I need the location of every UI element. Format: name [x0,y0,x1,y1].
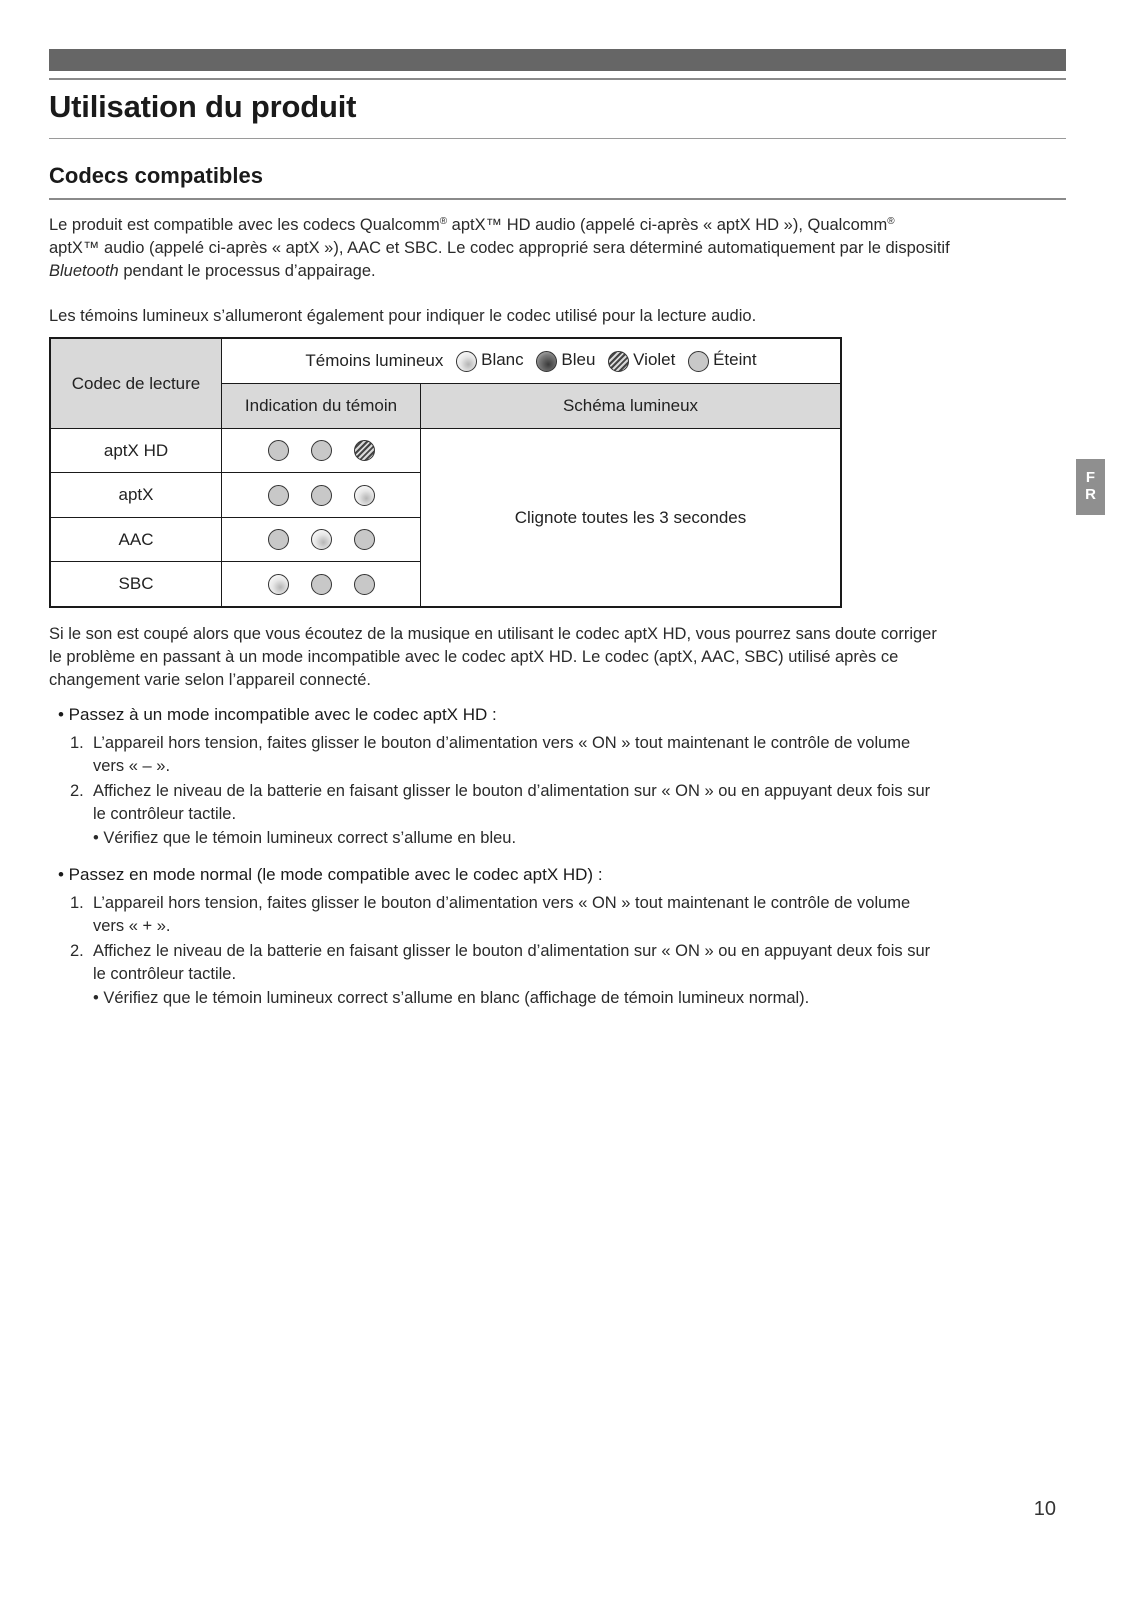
step-number: 1. [70,894,84,912]
step-text: le contrôleur tactile. [93,965,237,983]
off-led-icon [311,440,332,461]
step-text: L’appareil hors tension, faites glisser le bouton d’alimentation vers « ON » tout maintenant le contrôle de volume [93,894,911,912]
procedure-step [70,892,1060,938]
page-title: Utilisation du produit [49,89,357,124]
step-text: Affichez le niveau de la batterie en faisant glisser le bouton d’alimentation sur « ON » ou en appuyant deux fois sur [93,942,931,960]
white-led-icon [456,351,477,372]
violet-led-icon [608,351,629,372]
legend-white-label: Blanc [481,350,524,370]
led-indication [222,562,421,607]
registered-mark: ® [439,216,448,227]
off-led-icon [268,440,289,461]
pattern-header: Schéma lumineux [421,384,842,429]
language-tab [1076,459,1105,515]
legend-label: Témoins lumineux [305,351,444,370]
intro-text: Le produit est compatible avec les codecs Qualcomm [49,216,440,234]
off-led-icon [311,574,332,595]
codec-name: aptX [50,473,222,517]
language-letter: F [1085,469,1096,486]
led-indication [222,429,421,473]
procedure-step [70,780,1060,826]
step-number: 2. [70,942,84,960]
white-led-icon [354,485,375,506]
step-text: le contrôleur tactile. [93,805,237,823]
note-text: changement varie selon l’appareil connecté. [49,671,371,689]
step-text: vers « – ». [93,757,171,775]
procedure-title: • Passez à un mode incompatible avec le codec aptX HD : [58,705,497,724]
step-text: Affichez le niveau de la batterie en faisant glisser le bouton d’alimentation sur « ON » ou en appuyant deux fois sur [93,782,931,800]
step-text: L’appareil hors tension, faites glisser le bouton d’alimentation vers « ON » tout maintenant le contrôle de volume [93,734,911,752]
procedure-step [70,732,1060,778]
language-letter: R [1085,486,1096,503]
legend-off [688,350,756,371]
intro-text: aptX™ HD audio (appelé ci-après « aptX HD »), Qualcomm [447,216,888,234]
intro-text: aptX™ audio (appelé ci-après « aptX »), AAC et SBC. Le codec approprié sera déterminé automatiquement par le dispositif [49,239,950,257]
led-indication [222,473,421,517]
note-text: Si le son est coupé alors que vous écoutez de la musique en utilisant le codec aptX HD, vous pourrez sans doute corriger [49,625,937,643]
legend-violet [608,350,675,371]
off-led-icon [688,351,709,372]
procedure-check: • Vérifiez que le témoin lumineux correct s’allume en blanc (affichage de témoin lumineux normal). [93,989,810,1007]
codec-name: aptX HD [50,429,222,473]
off-led-icon [268,485,289,506]
codec-table [49,337,842,608]
violet-led-icon [354,440,375,461]
legend-violet-label: Violet [633,350,676,370]
off-led-icon [354,529,375,550]
legend-white [456,350,524,371]
procedure-check: • Vérifiez que le témoin lumineux correct s’allume en bleu. [93,829,517,847]
led-legend [222,338,842,384]
codec-name: AAC [50,517,222,561]
step-text: vers « + ». [93,917,171,935]
legend-off-label: Éteint [713,350,757,370]
off-led-icon [354,574,375,595]
note-text: le problème en passant à un mode incompatible avec le codec aptX HD. Le codec (aptX, AAC, SBC) utilisé après ce [49,648,899,666]
bluetooth-term: Bluetooth [49,262,119,280]
header-rule [49,78,1066,80]
intro-text: pendant le processus d’appairage. [118,262,376,280]
procedure-title: • Passez en mode normal (le mode compatible avec le codec aptX HD) : [58,865,603,884]
section-title: Codecs compatibles [49,163,263,188]
procedure-step [70,940,1060,986]
aptx-hd-note [49,623,1066,692]
leds-note: Les témoins lumineux s’allumeront également pour indiquer le codec utilisé pour la lecture audio. [49,307,757,325]
section-rule [49,198,1066,200]
registered-mark: ® [887,216,895,227]
off-led-icon [311,485,332,506]
legend-blue [536,350,595,371]
title-rule [49,138,1066,139]
indication-header: Indication du témoin [222,384,421,429]
led-indication [222,517,421,561]
white-led-icon [268,574,289,595]
codec-header: Codec de lecture [50,338,222,429]
step-number: 2. [70,782,84,800]
legend-blue-label: Bleu [561,350,596,370]
intro-paragraph [49,210,1066,283]
blink-pattern: Clignote toutes les 3 secondes [421,429,842,608]
blue-led-icon [536,351,557,372]
page-number: 10 [1033,1498,1056,1520]
header-bar [49,49,1066,71]
off-led-icon [268,529,289,550]
codec-name: SBC [50,562,222,607]
step-number: 1. [70,734,84,752]
white-led-icon [311,529,332,550]
